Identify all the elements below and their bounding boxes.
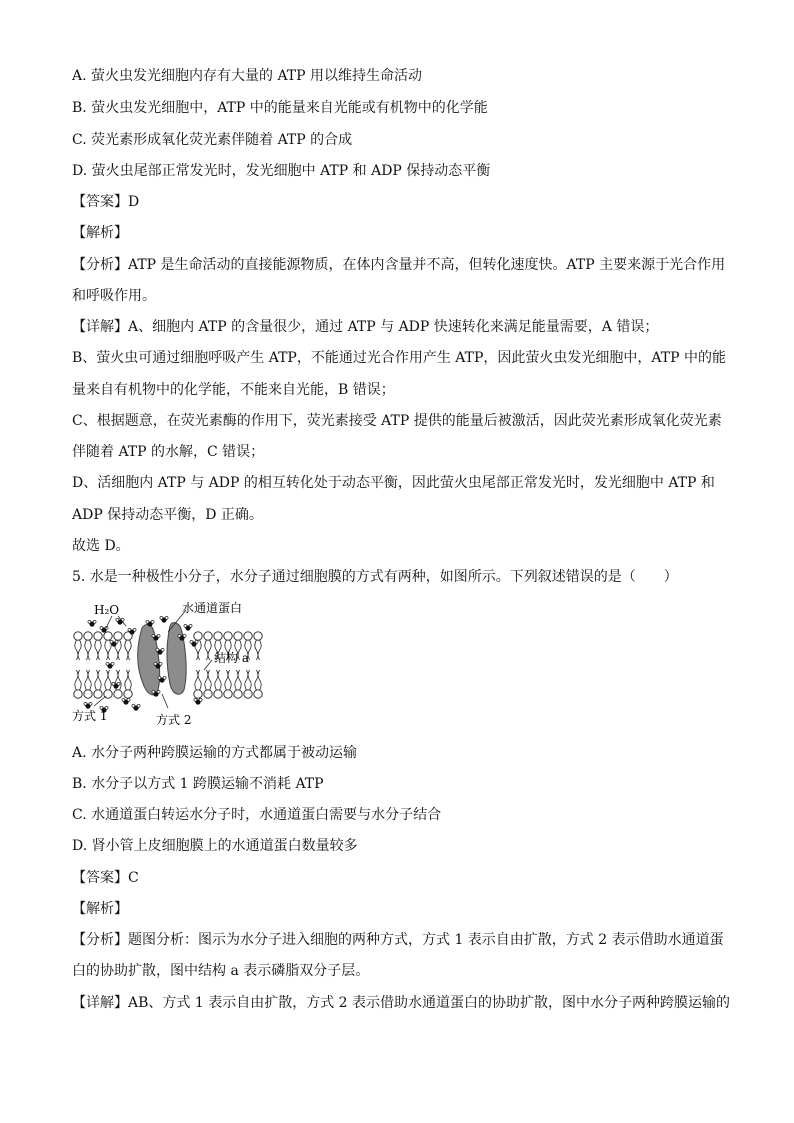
phospholipid-tail	[245, 670, 248, 690]
phospholipid-head	[234, 690, 242, 698]
hydrogen-atom	[84, 702, 87, 705]
label-h2o: H₂O	[94, 603, 120, 617]
hydrogen-atom	[112, 682, 115, 685]
hydrogen-atom	[178, 634, 181, 637]
phospholipid-head	[114, 690, 122, 698]
q5-option-a: A. 水分子两种跨膜运输的方式都属于被动运输	[72, 745, 358, 761]
q5-fenxi-line2: 白的协助扩散，图中结构 a 表示磷脂双分子层。	[72, 963, 370, 979]
protein-left-half	[138, 625, 160, 695]
phospholipid-tail	[218, 670, 221, 690]
q5-option-b: B. 水分子以方式 1 跨膜运输不消耗 ATP	[72, 776, 324, 792]
hydrogen-atom	[158, 676, 161, 679]
hydrogen-atom	[195, 640, 198, 643]
phospholipid-tail	[95, 640, 98, 660]
phospholipid-tail	[208, 670, 211, 690]
hydrogen-atom	[194, 698, 197, 701]
q5-option-d: D. 肾小管上皮细胞膜上的水通道蛋白数量较多	[72, 838, 358, 854]
answer-tag: 【答案】	[72, 870, 128, 886]
fenxi-text: ATP 是生命活动的直接能源物质，在体内含量并不高，但转化速度快。ATP 主要来源于光合作用	[128, 257, 726, 273]
phospholipid-tail	[258, 670, 261, 690]
hydrogen-atom	[190, 640, 193, 643]
hydrogen-atom	[151, 620, 154, 623]
xiangjie-text: AB、方式 1 表示自由扩散，方式 2 表示借助水通道蛋白的协助扩散，图中水分子两种跨膜运输的	[128, 995, 731, 1011]
hydrogen-atom	[184, 624, 187, 627]
hydrogen-atom	[157, 634, 160, 637]
phospholipid-tail	[118, 670, 121, 690]
phospholipid-tail	[198, 670, 201, 690]
phospholipid-tail	[88, 670, 91, 690]
hydrogen-atom	[161, 648, 164, 651]
hydrogen-atom	[157, 690, 160, 693]
phospholipid-tail	[105, 670, 108, 690]
phospholipid-tail	[75, 640, 78, 660]
hydrogen-atom	[117, 682, 120, 685]
answer-value: D	[128, 194, 140, 210]
water-molecule	[88, 620, 96, 626]
water-molecule	[190, 640, 198, 646]
label-way-2: 方式 2	[156, 713, 192, 726]
hydrogen-atom	[106, 662, 109, 665]
phospholipid-head	[204, 632, 212, 640]
q5-stem: 5. 水是一种极性小分子，水分子通过细胞膜的方式有两种，如图所示。下列叙述错误的是（ ）	[72, 569, 678, 585]
phospholipid-head	[214, 632, 222, 640]
hydrogen-atom	[152, 690, 155, 693]
phospholipid-head	[94, 632, 102, 640]
phospholipid-head	[234, 632, 242, 640]
water-molecule	[194, 698, 202, 704]
leader-way2	[162, 694, 168, 708]
phospholipid-tail	[208, 640, 211, 660]
hydrogen-atom	[88, 620, 91, 623]
phospholipid-tail	[125, 670, 128, 690]
hydrogen-atom	[183, 634, 186, 637]
phospholipid-tail	[258, 640, 261, 660]
q4-fenxi-line2: 和呼吸作用。	[72, 288, 156, 304]
q4-xiangjie-d2: ADP 保持动态平衡，D 正确。	[72, 507, 263, 523]
leader-structure	[204, 660, 212, 670]
q5-answer	[72, 868, 139, 888]
phospholipid-tail	[238, 670, 241, 690]
phospholipid-tail	[108, 670, 111, 690]
hydrogen-atom	[116, 618, 119, 621]
phospholipid-head	[214, 690, 222, 698]
phospholipid-head	[204, 690, 212, 698]
q4-fenxi-line1	[72, 255, 725, 275]
phospholipid-tail	[98, 670, 101, 690]
hydrogen-atom	[128, 628, 131, 631]
water-molecule	[132, 704, 140, 710]
phospholipid-tail	[75, 670, 78, 690]
phospholipid-tail	[88, 640, 91, 660]
phospholipid-tail	[118, 640, 121, 660]
q5-fenxi-line1	[72, 930, 724, 950]
phospholipid-tail	[98, 640, 101, 660]
answer-value: C	[128, 870, 139, 886]
phospholipid-tail	[205, 670, 208, 690]
phospholipid-tail	[95, 670, 98, 690]
label-way-1: 方式 1	[72, 709, 108, 723]
hydrogen-atom	[156, 648, 159, 651]
phospholipid-tail	[255, 640, 258, 660]
phospholipid-head	[244, 632, 252, 640]
q4-answer	[72, 192, 139, 212]
phospholipid-tail	[85, 670, 88, 690]
hydrogen-atom	[93, 620, 96, 623]
hydrogen-atom	[132, 704, 135, 707]
phospholipid-tail	[78, 640, 81, 660]
phospholipid-tail	[255, 670, 258, 690]
hydrogen-atom	[127, 698, 130, 701]
phospholipid-tail	[195, 670, 198, 690]
q4-option-c: C. 荧光素形成氧化荧光素伴随着 ATP 的合成	[72, 132, 353, 148]
hydrogen-atom	[146, 620, 149, 623]
q4-xiangjie-a	[72, 317, 658, 337]
q4-option-b: B. 萤火虫发光细胞中，ATP 中的能量来自光能或有机物中的化学能	[72, 100, 488, 116]
fenxi-tag: 【分析】	[72, 257, 128, 273]
hydrogen-atom	[115, 640, 118, 643]
phospholipid-head	[224, 690, 232, 698]
phospholipid-tail	[235, 670, 238, 690]
leader-h2o	[106, 616, 112, 628]
phospholipid-tail	[215, 670, 218, 690]
q5-jiexi-tag: 【解析】	[72, 901, 128, 917]
phospholipid-head	[114, 632, 122, 640]
hydrogen-atom	[133, 628, 136, 631]
phospholipid-head	[254, 690, 262, 698]
phospholipid-head	[244, 690, 252, 698]
q4-option-a: A. 萤火虫发光细胞内存有大量的 ATP 用以维持生命活动	[72, 68, 423, 84]
phospholipid-head	[254, 632, 262, 640]
phospholipid-tail	[128, 670, 131, 690]
xiangjie-tag: 【详解】	[72, 319, 128, 335]
phospholipid-tail	[225, 670, 228, 690]
hydrogen-atom	[122, 698, 125, 701]
phospholipid-head	[124, 690, 132, 698]
water-molecule	[84, 702, 92, 708]
q4-xiangjie-b1: B、萤火虫可通过细胞呼吸产生 ATP，不能通过光合作用产生 ATP，因此萤火虫发光细胞中，ATP 中的能	[72, 350, 726, 366]
hydrogen-atom	[189, 624, 192, 627]
phospholipid-tail	[248, 670, 251, 690]
phospholipid-tail	[228, 670, 231, 690]
hydrogen-atom	[111, 662, 114, 665]
water-molecule	[160, 616, 168, 622]
phospholipid-head	[194, 690, 202, 698]
hydrogen-atom	[165, 616, 168, 619]
phospholipid-tail	[85, 640, 88, 660]
phospholipid-head	[104, 632, 112, 640]
water-molecule	[112, 682, 120, 688]
xiangjie-tag: 【详解】	[72, 995, 128, 1011]
phospholipid-head	[94, 690, 102, 698]
hydrogen-atom	[152, 634, 155, 637]
phospholipid-tail	[78, 670, 81, 690]
phospholipid-tail	[198, 640, 201, 660]
membrane-diagram	[70, 598, 270, 726]
membrane-figure	[70, 598, 270, 726]
q4-xiangjie-b2: 量来自有机物中的化学能，不能来自光能，B 错误；	[72, 382, 395, 398]
phospholipid-head	[84, 632, 92, 640]
hydrogen-atom	[160, 616, 163, 619]
hydrogen-atom	[137, 704, 140, 707]
label-water-channel: 水通道蛋白	[182, 601, 243, 615]
phospholipid-head	[74, 632, 82, 640]
hydrogen-atom	[199, 698, 202, 701]
q4-guxuan: 故选 D。	[72, 538, 130, 554]
hydrogen-atom	[154, 662, 157, 665]
q4-jiexi-tag: 【解析】	[72, 225, 128, 241]
hydrogen-atom	[159, 662, 162, 665]
q4-xiangjie-c2: 伴随着 ATP 的水解，C 错误；	[72, 444, 265, 460]
label-structure-a: 结构 a	[214, 651, 249, 665]
hydrogen-atom	[163, 676, 166, 679]
fenxi-tag: 【分析】	[72, 932, 128, 948]
water-molecule	[122, 698, 130, 704]
phospholipid-head	[224, 632, 232, 640]
phospholipid-head	[84, 690, 92, 698]
phospholipid-head	[194, 632, 202, 640]
fenxi-text: 题图分析：图示为水分子进入细胞的两种方式，方式 1 表示自由扩散，方式 2 表示借助水通道蛋	[128, 932, 724, 948]
protein-right-half	[167, 623, 186, 695]
q5-xiangjie-ab	[72, 993, 730, 1013]
water-molecule	[106, 662, 114, 668]
xiangjie-text: A、细胞内 ATP 的含量很少，通过 ATP 与 ADP 快速转化来满足能量需要，A 错误；	[128, 319, 659, 335]
hydrogen-atom	[89, 702, 92, 705]
hydrogen-atom	[100, 626, 103, 629]
q4-xiangjie-d1: D、活细胞内 ATP 与 ADP 的相互转化处于动态平衡，因此萤火虫尾部正常发光时，发光细胞中 ATP 和	[72, 475, 715, 491]
phospholipid-tail	[125, 640, 128, 660]
phospholipid-tail	[128, 640, 131, 660]
q4-xiangjie-c1: C、根据题意，在荧光素酶的作用下，荧光素接受 ATP 提供的能量后被激活，因此荧光素形成氧化荧光素	[72, 413, 722, 429]
phospholipid-tail	[105, 640, 108, 660]
hydrogen-atom	[110, 640, 113, 643]
water-molecule	[184, 624, 192, 630]
phospholipid-head	[74, 690, 82, 698]
q5-option-c: C. 水通道蛋白转运水分子时，水通道蛋白需要与水分子结合	[72, 807, 442, 823]
answer-tag: 【答案】	[72, 194, 128, 210]
phospholipid-tail	[205, 640, 208, 660]
q4-option-d: D. 萤火虫尾部正常发光时，发光细胞中 ATP 和 ADP 保持动态平衡	[72, 163, 491, 179]
water-channel-protein	[138, 623, 186, 695]
